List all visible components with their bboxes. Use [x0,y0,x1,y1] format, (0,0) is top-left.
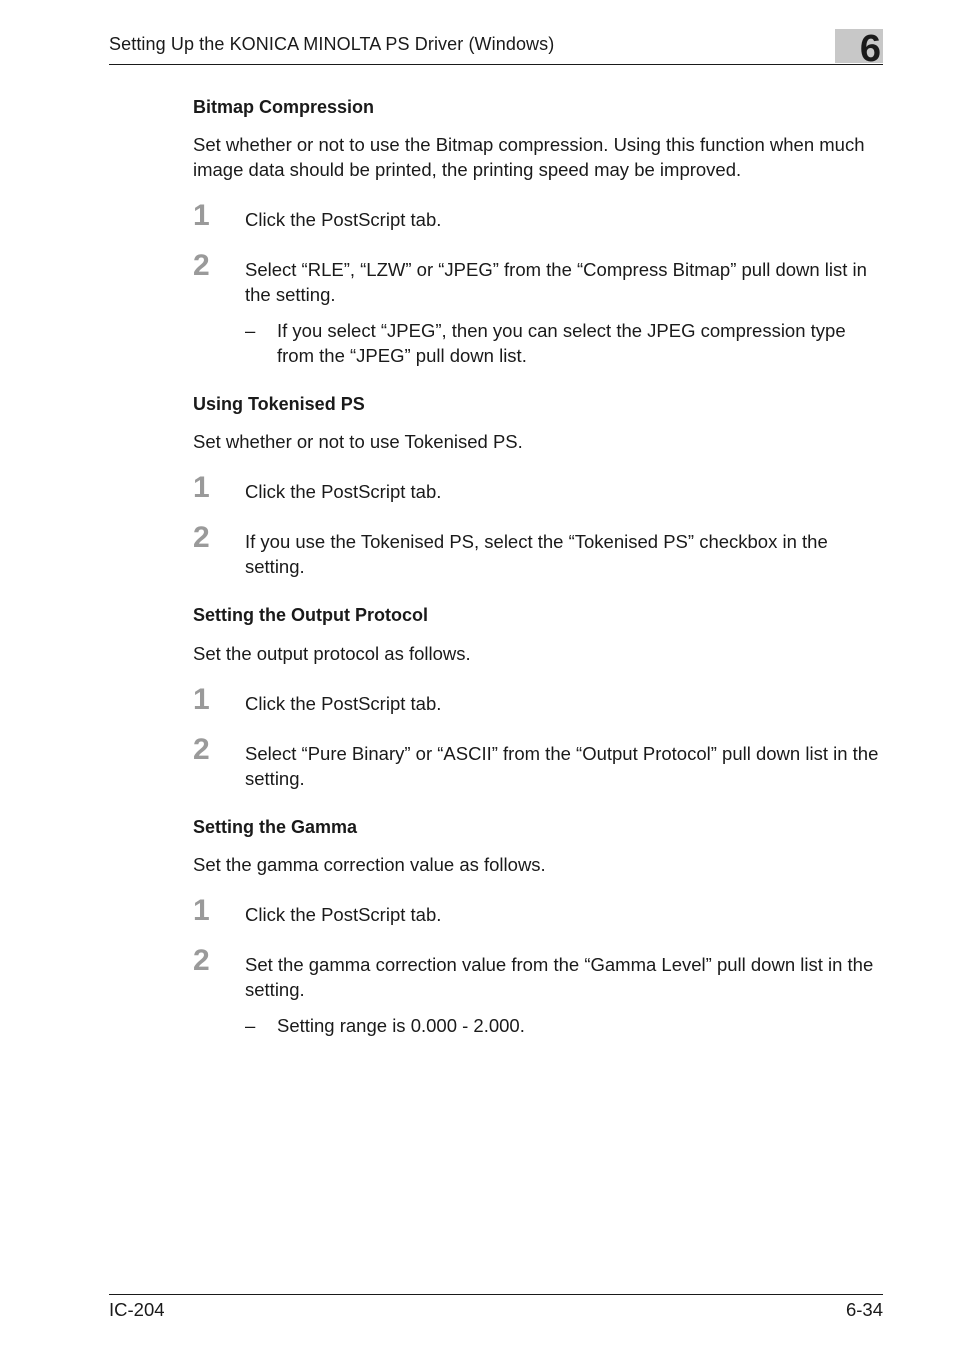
step-number: 2 [193,944,210,977]
footer-model: IC-204 [109,1299,165,1320]
step-number: 1 [193,683,210,716]
step-number: 2 [193,521,210,554]
section-intro: Set whether or not to use Tokenised PS. [193,431,523,452]
page-footer [109,1294,883,1320]
step-text: If you use the Tokenised PS, select the “Tokenised PS” checkbox in the setting. [245,531,828,577]
section-heading-output-protocol: Setting the Output Protocol [193,605,428,625]
bullet-dash: – [245,320,256,341]
footer-page-number: 6-34 [845,1299,883,1320]
section-intro: Set the output protocol as follows. [193,643,471,664]
section-heading-tokenised-ps: Using Tokenised PS [193,394,365,414]
step-number: 2 [193,733,210,766]
section-intro: Set whether or not to use the Bitmap compression. Using this function when much image data should be printed, the printing speed may be improved. [193,134,865,180]
header-title: Setting Up the KONICA MINOLTA PS Driver (Windows) [109,34,555,54]
step-text: Select “RLE”, “LZW” or “JPEG” from the “Compress Bitmap” pull down list in the setting. [245,259,867,305]
step-number: 2 [193,249,210,282]
step-number: 1 [193,199,210,232]
bullet-text: If you select “JPEG”, then you can select the JPEG compression type from the “JPEG” pull down list. [277,320,846,366]
chapter-number: 6 [859,28,881,70]
step-text: Click the PostScript tab. [245,481,442,502]
step-number: 1 [193,471,210,504]
step-text: Click the PostScript tab. [245,904,442,925]
step-text: Set the gamma correction value from the “Gamma Level” pull down list in the setting. [245,954,874,1000]
step-text: Click the PostScript tab. [245,209,442,230]
section-heading-bitmap-compression: Bitmap Compression [193,97,375,117]
step-number: 1 [193,894,210,927]
section-intro: Set the gamma correction value as follows. [193,854,546,875]
page-header [109,28,883,70]
bullet-dash: – [245,1015,256,1036]
section-heading-gamma: Setting the Gamma [193,817,358,837]
step-text: Select “Pure Binary” or “ASCII” from the “Output Protocol” pull down list in the setting. [245,743,879,789]
chapter-tab [835,28,883,70]
bullet-text: Setting range is 0.000 - 2.000. [277,1015,525,1036]
step-text: Click the PostScript tab. [245,693,442,714]
